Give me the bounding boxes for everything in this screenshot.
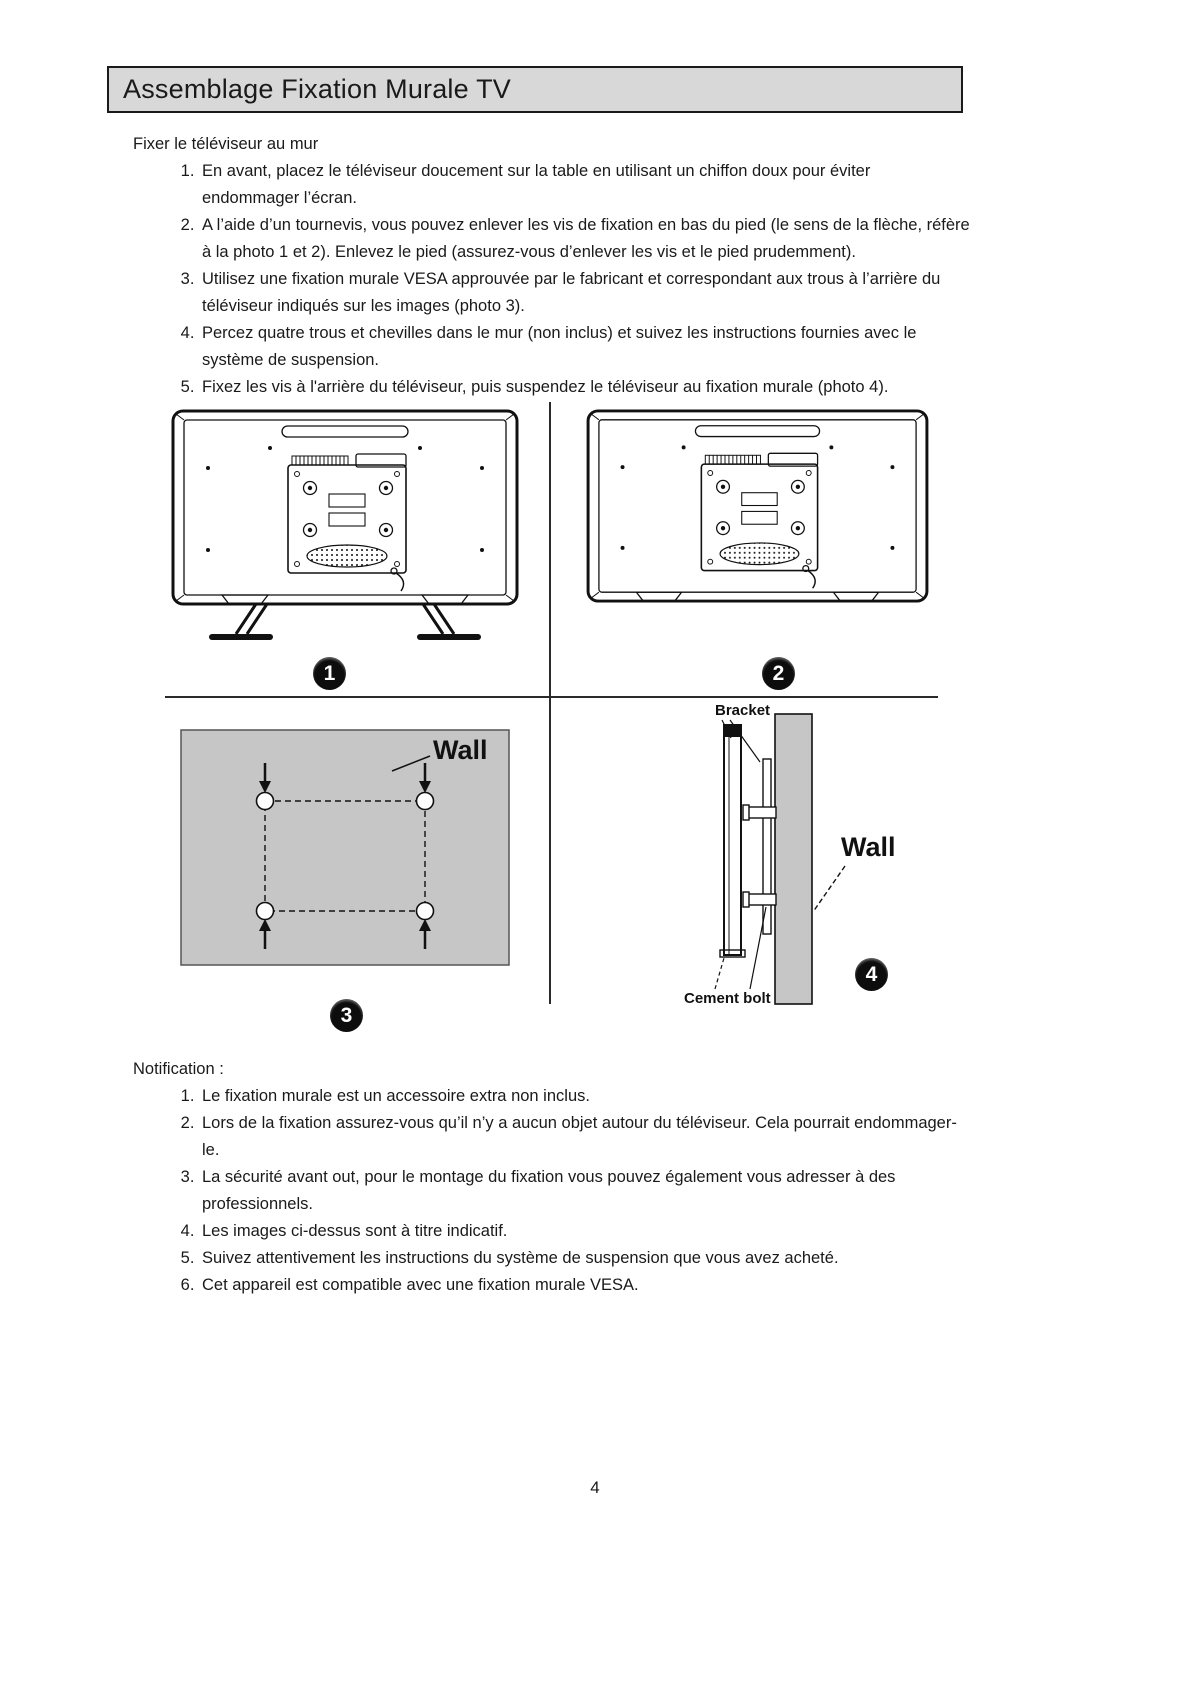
notification-item-2: 2. Lors de la fixation assurez-vous qu’il n’y a aucun objet autour du téléviseur. Cela pourrait endommager-le.	[199, 1110, 972, 1164]
photo4-diagram	[660, 704, 960, 1024]
photo3-wall-label: Wall	[433, 735, 488, 765]
notification-list	[133, 1083, 972, 1299]
photo2-number-badge	[762, 657, 795, 690]
photo2-number: 2	[772, 661, 785, 685]
photo4-bracket-side-view-figure	[660, 704, 960, 1034]
photo1-number: 1	[323, 661, 336, 685]
page-number: 4	[590, 1478, 600, 1497]
notification-item-1: 1. Le fixation murale est un accessoire extra non inclus.	[199, 1083, 972, 1110]
notification-heading: Notification :	[133, 1060, 224, 1078]
intro-text: Fixer le téléviseur au mur	[133, 135, 319, 153]
step-item-5: 5. Fixez les vis à l'arrière du téléviseur, puis suspendez le téléviseur au fixation murale (photo 4).	[199, 374, 972, 401]
photo3-wall-drilling-figure	[180, 729, 510, 966]
wall-side-surface	[775, 714, 812, 1004]
notification-item-6: 6. Cet appareil est compatible avec une fixation murale VESA.	[199, 1272, 972, 1299]
photo2-tv-back-figure	[585, 408, 930, 605]
figure-divider-vertical	[549, 402, 551, 1004]
photo1-tv-back-with-stand-figure	[170, 408, 520, 643]
photo4-cement-bolt-label: Cement bolt	[684, 990, 771, 1007]
step-item-4: 4. Percez quatre trous et chevilles dans le mur (non inclus) et suivez les instructions fournies avec le système de suspension.	[199, 320, 972, 374]
photo4-wall-label: Wall	[841, 832, 896, 862]
notification-item-4: 4. Les images ci-dessus sont à titre indicatif.	[199, 1218, 972, 1245]
photo4-bracket-label: Bracket	[715, 702, 771, 719]
notification-item-5: 5. Suivez attentivement les instructions du système de suspension que vous avez acheté.	[199, 1245, 972, 1272]
photo3-number-badge	[330, 999, 363, 1032]
section-title-banner	[107, 66, 963, 113]
photo3-number: 3	[340, 1003, 353, 1027]
page-title: Assemblage Fixation Murale TV	[123, 74, 511, 104]
photo4-number: 4	[865, 962, 878, 986]
figure-divider-horizontal	[165, 696, 938, 698]
step-item-3: 3. Utilisez une fixation murale VESA approuvée par le fabricant et correspondant aux trous à l’arrière du téléviseur indiqués sur les images (photo 3).	[199, 266, 972, 320]
mounting-steps-list	[133, 158, 972, 401]
photo1-number-badge	[313, 657, 346, 690]
photo4-number-badge	[855, 958, 888, 991]
figures-area	[0, 402, 1190, 1047]
step-item-2: 2. A l’aide d’un tournevis, vous pouvez enlever les vis de fixation en bas du pied (le sens de la flèche, réfère à la photo 1 et 2). Enlevez le pied (assurez-vous d’enlever les vis et le pied prudemment).	[199, 212, 972, 266]
step-item-1: 1. En avant, placez le téléviseur doucement sur la table en utilisant un chiffon doux pour éviter endommager l’écran.	[199, 158, 972, 212]
body-content	[0, 131, 1190, 1299]
notification-item-3: 3. La sécurité avant out, pour le montage du fixation vous pouvez également vous adresser à des professionnels.	[199, 1164, 972, 1218]
